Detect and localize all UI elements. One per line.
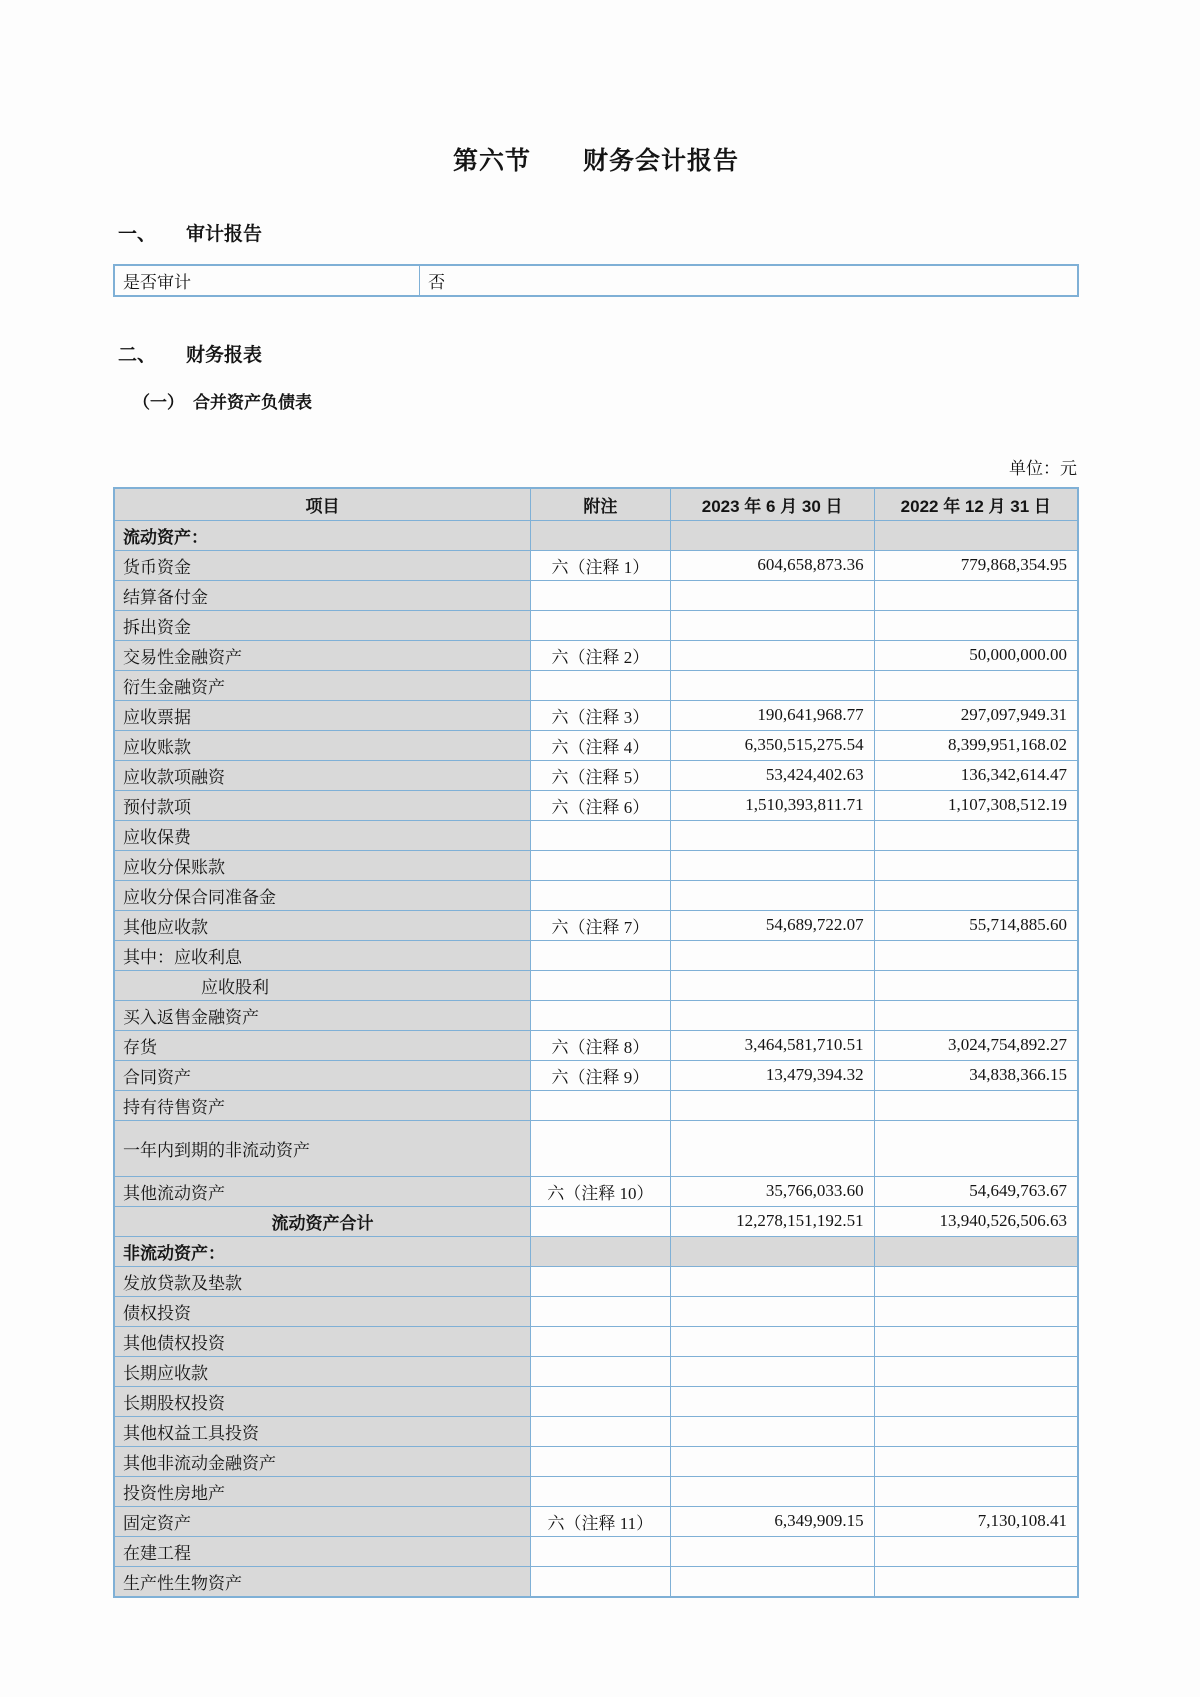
subsection-heading-balance-sheet	[113, 392, 1079, 414]
value-2022-cell	[874, 1446, 1078, 1476]
value-2022-cell	[874, 850, 1078, 880]
audit-question-cell: 是否审计	[114, 265, 420, 296]
value-2023-cell	[670, 1476, 874, 1506]
note-cell: 六（注释 3）	[530, 700, 670, 730]
note-cell	[530, 670, 670, 700]
item-cell: 投资性房地产	[114, 1476, 530, 1506]
table-row	[114, 640, 1078, 670]
value-2022-cell: 7,130,108.41	[874, 1506, 1078, 1536]
table-row	[114, 1060, 1078, 1090]
note-cell	[530, 1120, 670, 1176]
table-row	[114, 1506, 1078, 1536]
item-cell: 生产性生物资产	[114, 1566, 530, 1597]
value-2023-cell: 12,278,151,192.51	[670, 1206, 874, 1236]
table-row	[114, 820, 1078, 850]
value-2022-cell	[874, 1386, 1078, 1416]
item-cell: 固定资产	[114, 1506, 530, 1536]
value-2022-cell	[874, 670, 1078, 700]
table-row	[114, 1476, 1078, 1506]
unit-label: 单位：元	[1009, 459, 1077, 478]
column-header-item: 项目	[114, 488, 530, 520]
audit-table	[113, 264, 1079, 297]
item-cell: 在建工程	[114, 1536, 530, 1566]
table-row	[114, 970, 1078, 1000]
value-2022-cell	[874, 820, 1078, 850]
value-2023-cell	[670, 1000, 874, 1030]
value-2022-cell: 1,107,308,512.19	[874, 790, 1078, 820]
item-cell: 应收股利	[114, 970, 530, 1000]
table-row	[114, 610, 1078, 640]
value-2023-cell: 3,464,581,710.51	[670, 1030, 874, 1060]
note-cell	[530, 1236, 670, 1266]
page-title: 第六节 财务会计报告	[452, 147, 739, 175]
value-2023-cell	[670, 1386, 874, 1416]
table-row	[114, 1326, 1078, 1356]
table-row	[114, 1416, 1078, 1446]
item-cell: 预付款项	[114, 790, 530, 820]
value-2022-cell	[874, 880, 1078, 910]
value-2023-cell	[670, 1536, 874, 1566]
value-2022-cell	[874, 520, 1078, 550]
value-2023-cell	[670, 1566, 874, 1597]
column-header-2023: 2023 年 6 月 30 日	[670, 488, 874, 520]
value-2022-cell	[874, 1356, 1078, 1386]
note-cell: 六（注释 5）	[530, 760, 670, 790]
note-cell	[530, 820, 670, 850]
balance-sheet-body	[114, 520, 1078, 1597]
note-cell	[530, 1296, 670, 1326]
section-title: 财务报表	[186, 345, 263, 366]
table-row	[114, 520, 1078, 550]
table-row	[114, 1120, 1078, 1176]
table-row	[114, 730, 1078, 760]
item-cell: 长期股权投资	[114, 1386, 530, 1416]
table-row	[114, 1356, 1078, 1386]
balance-sheet-table	[113, 487, 1079, 1598]
item-cell: 买入返售金融资产	[114, 1000, 530, 1030]
value-2022-cell	[874, 1236, 1078, 1266]
note-cell	[530, 1356, 670, 1386]
value-2023-cell: 53,424,402.63	[670, 760, 874, 790]
value-2023-cell	[670, 820, 874, 850]
value-2022-cell	[874, 1000, 1078, 1030]
section-heading-statements	[113, 344, 1079, 368]
note-cell	[530, 610, 670, 640]
item-cell: 其他非流动金融资产	[114, 1446, 530, 1476]
value-2022-cell: 8,399,951,168.02	[874, 730, 1078, 760]
item-cell: 发放贷款及垫款	[114, 1266, 530, 1296]
note-cell	[530, 1090, 670, 1120]
note-cell	[530, 1326, 670, 1356]
item-cell: 债权投资	[114, 1296, 530, 1326]
section-number: 一、	[118, 224, 157, 245]
value-2023-cell: 13,479,394.32	[670, 1060, 874, 1090]
table-row	[114, 1176, 1078, 1206]
note-cell	[530, 940, 670, 970]
note-cell: 六（注释 8）	[530, 1030, 670, 1060]
value-2022-cell: 779,868,354.95	[874, 550, 1078, 580]
item-cell: 应收分保合同准备金	[114, 880, 530, 910]
subsection-title: 合并资产负债表	[193, 393, 312, 412]
value-2023-cell: 190,641,968.77	[670, 700, 874, 730]
note-cell	[530, 1476, 670, 1506]
table-row	[114, 760, 1078, 790]
value-2023-cell	[670, 1356, 874, 1386]
note-cell	[530, 1266, 670, 1296]
table-row	[114, 1566, 1078, 1597]
value-2022-cell: 13,940,526,506.63	[874, 1206, 1078, 1236]
subsection-number: （一）	[133, 393, 184, 412]
value-2023-cell: 6,349,909.15	[670, 1506, 874, 1536]
value-2023-cell	[670, 850, 874, 880]
value-2022-cell	[874, 1090, 1078, 1120]
value-2023-cell	[670, 970, 874, 1000]
section-title: 审计报告	[186, 224, 263, 245]
item-cell: 流动资产合计	[114, 1206, 530, 1236]
column-header-2022: 2022 年 12 月 31 日	[874, 488, 1078, 520]
value-2022-cell	[874, 1476, 1078, 1506]
item-cell: 存货	[114, 1030, 530, 1060]
note-cell: 六（注释 2）	[530, 640, 670, 670]
value-2022-cell: 54,649,763.67	[874, 1176, 1078, 1206]
value-2022-cell: 3,024,754,892.27	[874, 1030, 1078, 1060]
table-row	[114, 580, 1078, 610]
value-2022-cell: 136,342,614.47	[874, 760, 1078, 790]
item-cell: 应收票据	[114, 700, 530, 730]
value-2023-cell	[670, 640, 874, 670]
column-header-note: 附注	[530, 488, 670, 520]
item-cell: 衍生金融资产	[114, 670, 530, 700]
table-row	[114, 1090, 1078, 1120]
table-row	[114, 1000, 1078, 1030]
table-row	[114, 1446, 1078, 1476]
item-cell: 非流动资产：	[114, 1236, 530, 1266]
table-row	[114, 1206, 1078, 1236]
item-cell: 其他债权投资	[114, 1326, 530, 1356]
note-cell: 六（注释 10）	[530, 1176, 670, 1206]
value-2022-cell	[874, 1266, 1078, 1296]
value-2022-cell	[874, 1296, 1078, 1326]
value-2023-cell	[670, 880, 874, 910]
value-2022-cell: 297,097,949.31	[874, 700, 1078, 730]
item-cell: 应收账款	[114, 730, 530, 760]
page-content	[113, 0, 1079, 1598]
value-2022-cell	[874, 940, 1078, 970]
value-2023-cell: 1,510,393,811.71	[670, 790, 874, 820]
note-cell: 六（注释 4）	[530, 730, 670, 760]
item-cell: 一年内到期的非流动资产	[114, 1120, 530, 1176]
value-2023-cell	[670, 1326, 874, 1356]
item-cell: 流动资产：	[114, 520, 530, 550]
note-cell	[530, 1446, 670, 1476]
value-2023-cell	[670, 1120, 874, 1176]
value-2022-cell	[874, 1120, 1078, 1176]
audit-table-row	[114, 265, 1078, 296]
note-cell	[530, 1386, 670, 1416]
value-2023-cell	[670, 610, 874, 640]
value-2023-cell: 604,658,873.36	[670, 550, 874, 580]
value-2023-cell	[670, 520, 874, 550]
note-cell: 六（注释 6）	[530, 790, 670, 820]
note-cell	[530, 850, 670, 880]
balance-sheet-header-row	[114, 488, 1078, 520]
value-2022-cell	[874, 1416, 1078, 1446]
value-2023-cell: 6,350,515,275.54	[670, 730, 874, 760]
note-cell: 六（注释 9）	[530, 1060, 670, 1090]
value-2022-cell	[874, 610, 1078, 640]
table-row	[114, 880, 1078, 910]
value-2023-cell	[670, 1236, 874, 1266]
item-cell: 其他权益工具投资	[114, 1416, 530, 1446]
table-row	[114, 790, 1078, 820]
note-cell	[530, 1206, 670, 1236]
table-row	[114, 910, 1078, 940]
table-row	[114, 1236, 1078, 1266]
value-2022-cell	[874, 1326, 1078, 1356]
value-2023-cell	[670, 940, 874, 970]
table-row	[114, 700, 1078, 730]
table-row	[114, 1386, 1078, 1416]
note-cell: 六（注释 1）	[530, 550, 670, 580]
value-2022-cell	[874, 1536, 1078, 1566]
table-row	[114, 1536, 1078, 1566]
value-2023-cell: 35,766,033.60	[670, 1176, 874, 1206]
value-2022-cell: 55,714,885.60	[874, 910, 1078, 940]
value-2023-cell	[670, 1266, 874, 1296]
value-2022-cell	[874, 1566, 1078, 1597]
item-cell: 长期应收款	[114, 1356, 530, 1386]
note-cell	[530, 1416, 670, 1446]
value-2023-cell	[670, 670, 874, 700]
item-cell: 其中：应收利息	[114, 940, 530, 970]
value-2022-cell: 34,838,366.15	[874, 1060, 1078, 1090]
item-cell: 持有待售资产	[114, 1090, 530, 1120]
value-2023-cell	[670, 1416, 874, 1446]
item-cell: 应收款项融资	[114, 760, 530, 790]
table-row	[114, 1266, 1078, 1296]
note-cell	[530, 1000, 670, 1030]
item-cell: 应收分保账款	[114, 850, 530, 880]
table-row	[114, 850, 1078, 880]
item-cell: 合同资产	[114, 1060, 530, 1090]
note-cell	[530, 520, 670, 550]
item-cell: 其他流动资产	[114, 1176, 530, 1206]
value-2023-cell	[670, 1296, 874, 1326]
note-cell: 六（注释 11）	[530, 1506, 670, 1536]
value-2023-cell	[670, 1446, 874, 1476]
value-2023-cell	[670, 580, 874, 610]
table-row	[114, 550, 1078, 580]
table-row	[114, 1296, 1078, 1326]
table-row	[114, 670, 1078, 700]
value-2022-cell	[874, 580, 1078, 610]
section-number: 二、	[118, 345, 157, 366]
table-row	[114, 1030, 1078, 1060]
audit-answer-cell: 否	[420, 265, 1078, 296]
item-cell: 应收保费	[114, 820, 530, 850]
value-2022-cell: 50,000,000.00	[874, 640, 1078, 670]
value-2022-cell	[874, 970, 1078, 1000]
table-row	[114, 940, 1078, 970]
note-cell	[530, 1536, 670, 1566]
item-cell: 结算备付金	[114, 580, 530, 610]
item-cell: 交易性金融资产	[114, 640, 530, 670]
note-cell: 六（注释 7）	[530, 910, 670, 940]
note-cell	[530, 1566, 670, 1597]
note-cell	[530, 970, 670, 1000]
note-cell	[530, 880, 670, 910]
note-cell	[530, 580, 670, 610]
item-cell: 拆出资金	[114, 610, 530, 640]
section-heading-audit	[113, 223, 1079, 247]
value-2023-cell	[670, 1090, 874, 1120]
item-cell: 其他应收款	[114, 910, 530, 940]
value-2023-cell: 54,689,722.07	[670, 910, 874, 940]
item-cell: 货币资金	[114, 550, 530, 580]
